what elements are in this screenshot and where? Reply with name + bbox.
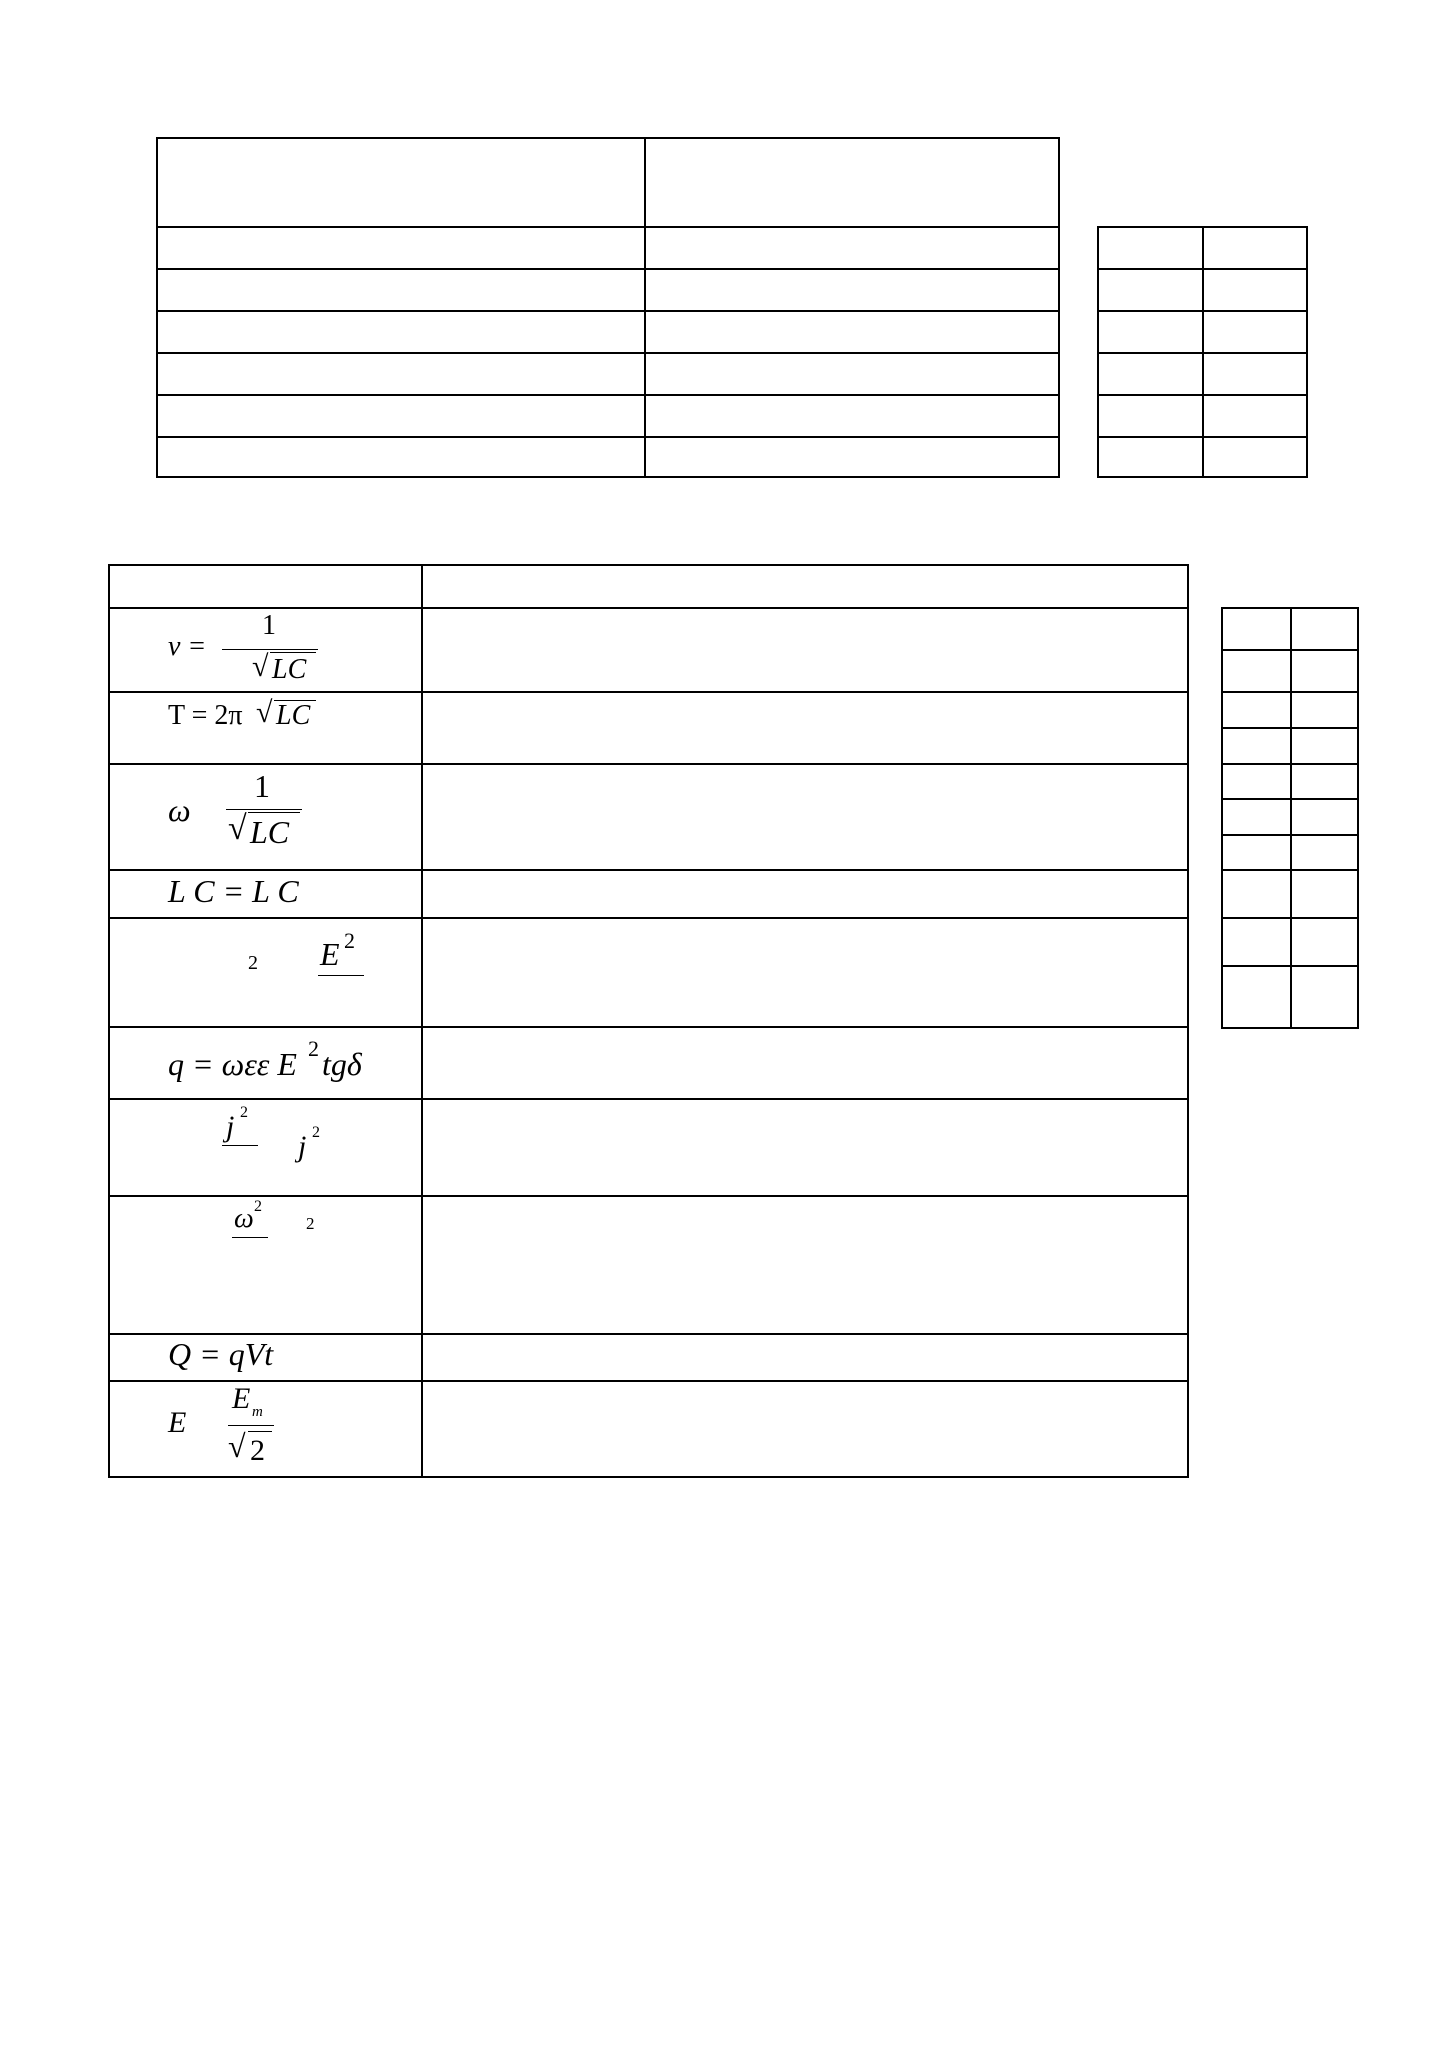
score-grid-1-row-line: [1097, 436, 1308, 438]
formula-superscript: 2: [308, 1036, 319, 1061]
score-grid-2-row-line: [1221, 1027, 1359, 1029]
score-grid-1-row-line: [1097, 268, 1308, 270]
table-1-row-line: [156, 476, 1060, 478]
formula-numerator: 1: [262, 610, 276, 641]
sqrt-bar: [248, 812, 300, 813]
table-2-row-line: [108, 1476, 1189, 1478]
formula-resonance-condition: L C = L C: [168, 873, 299, 909]
formula-lhs: T = 2π: [168, 700, 243, 731]
formula-term-b: j: [298, 1130, 307, 1163]
score-grid-1-row-line: [1097, 476, 1308, 478]
fraction-bar: [228, 1425, 274, 1426]
score-grid-1-row-line: [1097, 226, 1308, 228]
formula-superscript: 2: [344, 928, 355, 953]
table-1-row-line: [156, 310, 1060, 312]
score-grid-2-row-line: [1221, 798, 1359, 800]
sqrt-sign: √: [252, 650, 269, 683]
table-2-row-line: [108, 1333, 1189, 1335]
table-2-row-line: [108, 869, 1189, 871]
table-2-border-left: [108, 564, 110, 1478]
fraction-bar: [232, 1237, 268, 1238]
formula-radicand: LC: [272, 654, 307, 685]
fraction-bar: [222, 649, 318, 650]
table-1-row-line: [156, 436, 1060, 438]
table-1-row-line: [156, 137, 1060, 139]
formula-radicand: LC: [276, 700, 311, 731]
formula-lhs: E: [168, 1406, 187, 1439]
formula-superscript: 2: [240, 1104, 248, 1121]
table-2-row-line: [108, 1026, 1189, 1028]
sqrt-bar: [270, 652, 316, 653]
table-1-row-line: [156, 268, 1060, 270]
table-2-row-line: [108, 763, 1189, 765]
score-grid-2-row-line: [1221, 917, 1359, 919]
formula-numerator: E: [232, 1382, 251, 1415]
table-2-row-line: [108, 1098, 1189, 1100]
score-grid-2-row-line: [1221, 834, 1359, 836]
score-grid-2-row-line: [1221, 869, 1359, 871]
formula-radicand: LC: [250, 814, 290, 850]
score-grid-1-row-line: [1097, 394, 1308, 396]
score-grid-2-row-line: [1221, 607, 1359, 609]
formula-subscript: m: [252, 1404, 263, 1420]
table-2-row-line: [108, 1380, 1189, 1382]
formula-heat-quantity: Q = qVt: [168, 1336, 274, 1372]
sqrt-sign: √: [228, 1428, 246, 1464]
score-grid-2-row-line: [1221, 727, 1359, 729]
table-2-row-line: [108, 1195, 1189, 1197]
sqrt-sign: √: [256, 696, 273, 729]
formula-lhs: ω: [168, 792, 191, 828]
table-1-row-line: [156, 226, 1060, 228]
formula-term-a: j: [226, 1110, 235, 1143]
table-2-row-line: [108, 607, 1189, 609]
table-1-row-line: [156, 394, 1060, 396]
formula-superscript: 2: [312, 1124, 320, 1141]
formula-superscript: 2: [254, 1198, 262, 1215]
score-grid-2-row-line: [1221, 691, 1359, 693]
score-grid-2-row-line: [1221, 649, 1359, 651]
formula-lhs: ν =: [168, 631, 207, 662]
table-2-row-line: [108, 564, 1189, 566]
score-grid-2-row-line: [1221, 763, 1359, 765]
table-2-column-divider: [421, 564, 423, 1478]
table-1-column-divider: [644, 137, 646, 478]
score-grid-2-row-line: [1221, 965, 1359, 967]
table-1-row-line: [156, 352, 1060, 354]
score-grid-1-row-line: [1097, 352, 1308, 354]
table-2-border-right: [1187, 564, 1189, 1478]
table-1-border-left: [156, 137, 158, 478]
sqrt-bar: [248, 1431, 272, 1432]
formula-term-b: 2: [306, 1214, 315, 1233]
score-grid-1-row-line: [1097, 310, 1308, 312]
fraction-bar: [318, 975, 364, 976]
formula-term-a: ω: [234, 1203, 254, 1234]
formula-tail: tgδ: [322, 1046, 362, 1082]
table-1-border-right: [1058, 137, 1060, 478]
formula-numerator: E: [320, 936, 340, 972]
formula-radicand: 2: [250, 1434, 265, 1467]
table-2-row-line: [108, 917, 1189, 919]
table-2-row-line: [108, 691, 1189, 693]
fraction-bar: [222, 1145, 258, 1146]
sqrt-sign: √: [228, 810, 247, 847]
formula-subscript: 2: [248, 952, 258, 974]
formula-main: q = ωεε E: [168, 1046, 297, 1082]
formula-numerator: 1: [254, 768, 270, 804]
